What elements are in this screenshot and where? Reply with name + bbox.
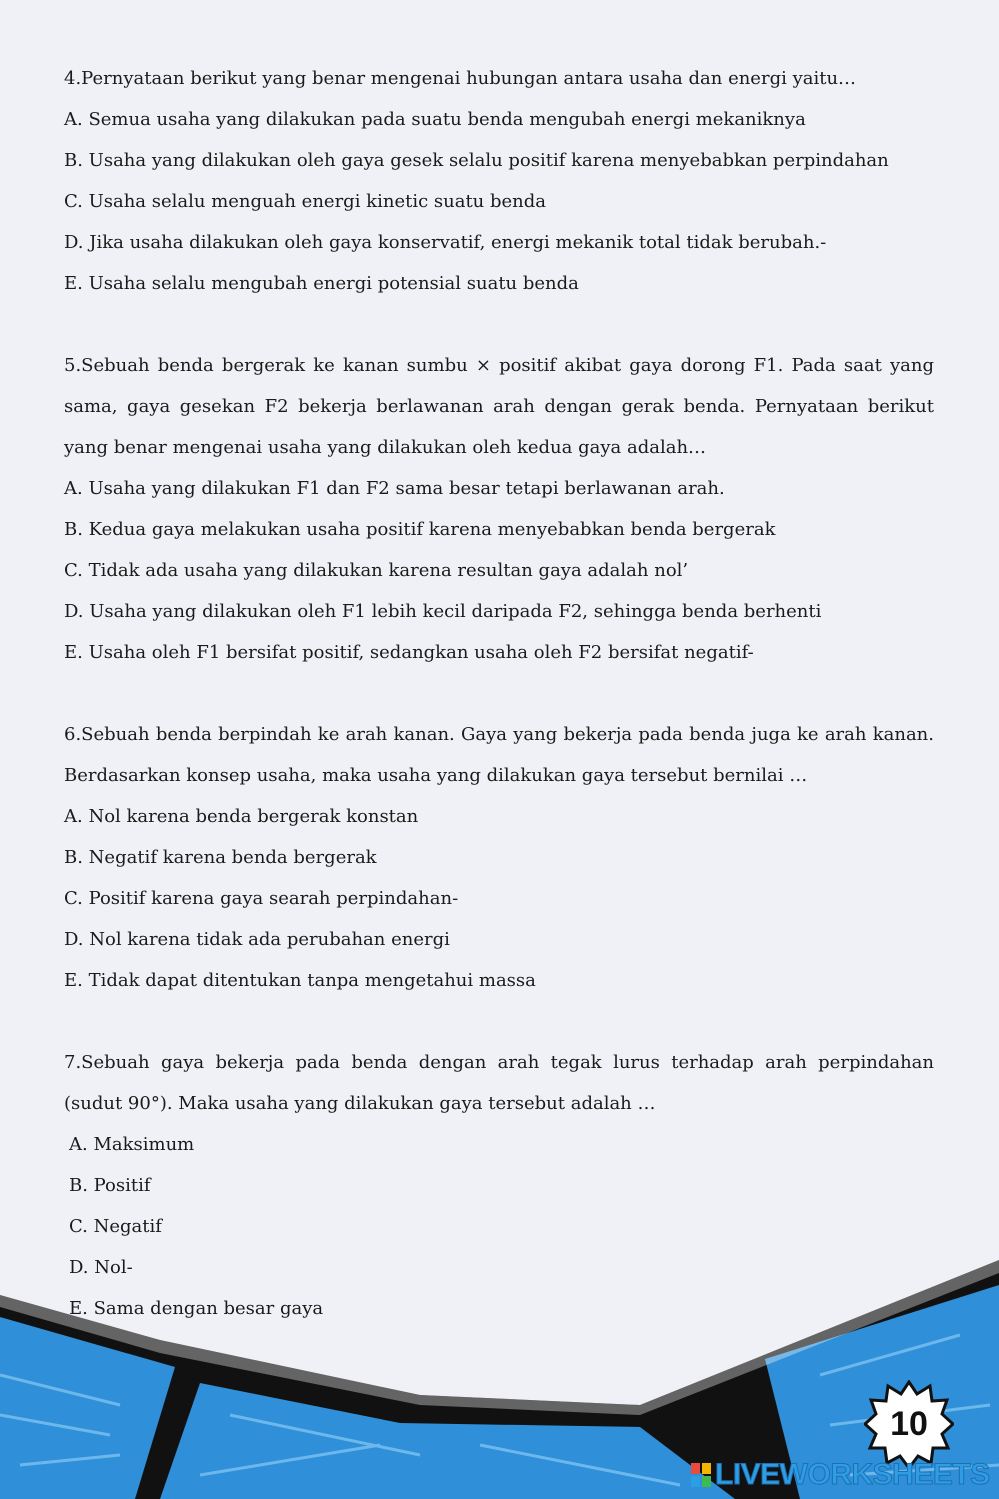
- option-c: C. Positif karena gaya searah perpindahan-: [64, 888, 459, 909]
- worksheet-content: [64, 58, 934, 1370]
- option-b: B. Positif: [69, 1175, 151, 1196]
- option-list: [64, 99, 934, 304]
- option-e: E. Usaha selalu mengubah energi potensial suatu benda: [64, 273, 579, 294]
- option-c: C. Negatif: [69, 1216, 162, 1237]
- liveworksheets-logo-icon: [690, 1462, 712, 1488]
- option-a: A. Usaha yang dilakukan F1 dan F2 sama besar tetapi berlawanan arah.: [64, 478, 725, 499]
- option-e: E. Sama dengan besar gaya: [69, 1298, 324, 1319]
- question-6: [64, 714, 934, 1001]
- option-a: A. Semua usaha yang dilakukan pada suatu benda mengubah energi mekaniknya: [64, 109, 806, 130]
- option-b: B. Kedua gaya melakukan usaha positif karena menyebabkan benda bergerak: [64, 519, 776, 540]
- option-c: C. Tidak ada usaha yang dilakukan karena resultan gaya adalah nol’: [64, 560, 689, 581]
- question-4: [64, 58, 934, 304]
- brand-name: LIVEWORKSHEETS: [715, 1458, 990, 1491]
- question-stem: 6.Sebuah benda berpindah ke arah kanan. Gaya yang bekerja pada benda juga ke arah kanan. Berdasarkan konsep usaha, maka usaha yang dilakukan gaya tersebut bernilai …: [64, 724, 934, 786]
- option-d: D. Nol-: [69, 1257, 133, 1278]
- question-stem: 4.Pernyataan berikut yang benar mengenai hubungan antara usaha dan energi yaitu…: [64, 68, 857, 89]
- option-e: E. Tidak dapat ditentukan tanpa mengetahui massa: [64, 970, 536, 991]
- option-d: D. Usaha yang dilakukan oleh F1 lebih kecil daripada F2, sehingga benda berhenti: [64, 601, 822, 622]
- page-number: 10: [890, 1405, 928, 1443]
- question-stem: 5.Sebuah benda bergerak ke kanan sumbu × positif akibat gaya dorong F1. Pada saat yang sama, gaya gesekan F2 bekerja berlawanan arah dengan gerak benda. Pernyataan berikut yang benar mengenai usaha yang dilakukan oleh kedua gaya adalah…: [64, 355, 934, 458]
- question-5: [64, 345, 934, 673]
- option-d: D. Nol karena tidak ada perubahan energi: [64, 929, 450, 950]
- question-stem: 7.Sebuah gaya bekerja pada benda dengan arah tegak lurus terhadap arah perpindahan (sudut 90°). Maka usaha yang dilakukan gaya tersebut adalah …: [64, 1052, 934, 1114]
- option-c: C. Usaha selalu menguah energi kinetic suatu benda: [64, 191, 547, 212]
- option-list: [64, 796, 934, 1001]
- option-a: A. Nol karena benda bergerak konstan: [64, 806, 419, 827]
- option-b: B. Negatif karena benda bergerak: [64, 847, 377, 868]
- option-d: D. Jika usaha dilakukan oleh gaya konservatif, energi mekanik total tidak berubah.-: [64, 232, 827, 253]
- option-a: A. Maksimum: [69, 1134, 195, 1155]
- option-list: [64, 468, 934, 673]
- option-b: B. Usaha yang dilakukan oleh gaya gesek selalu positif karena menyebabkan perpindahan: [64, 150, 889, 171]
- liveworksheets-watermark[interactable]: [690, 1456, 990, 1494]
- option-e: E. Usaha oleh F1 bersifat positif, sedangkan usaha oleh F2 bersifat negatif-: [64, 642, 754, 663]
